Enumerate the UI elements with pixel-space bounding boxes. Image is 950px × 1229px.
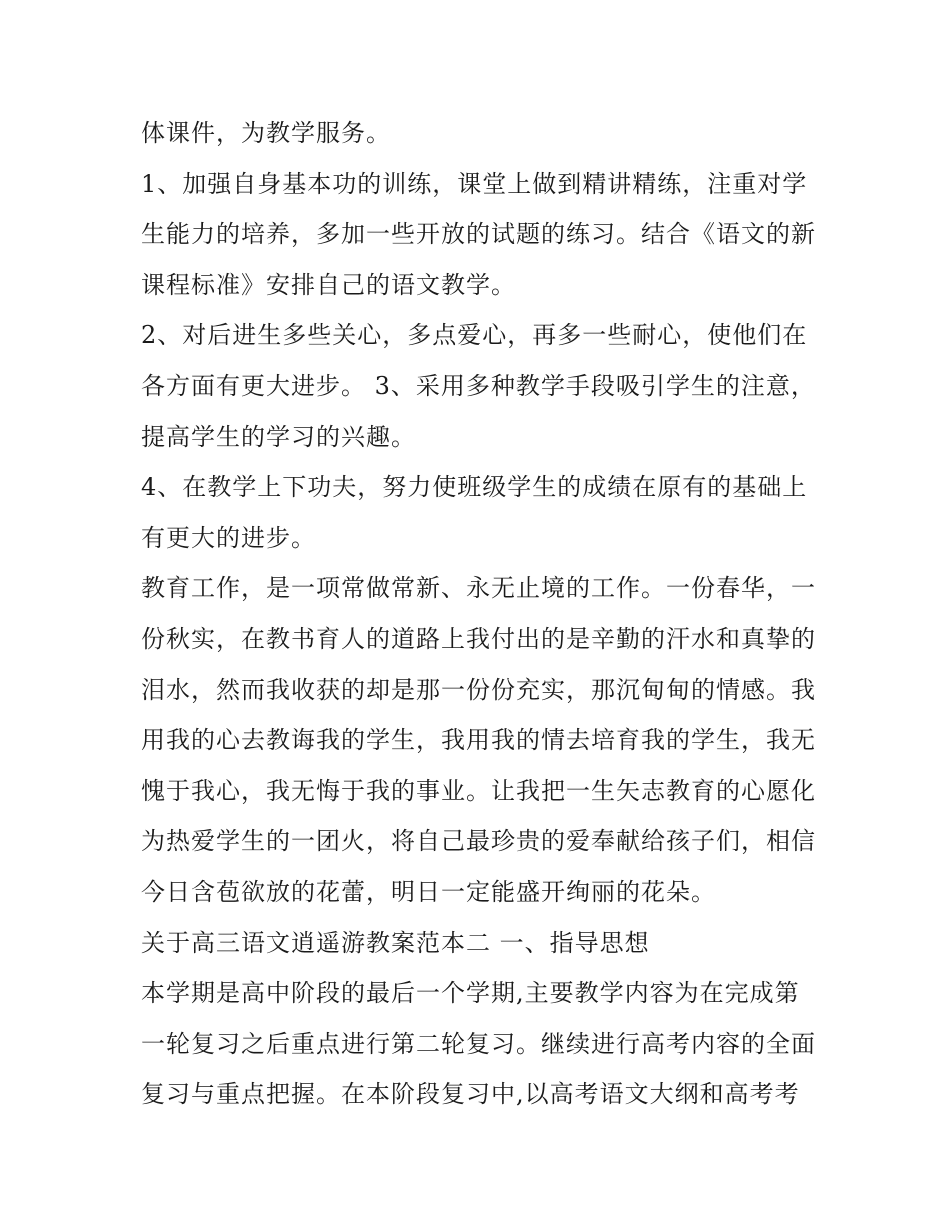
text-line: 为热爱学生的一团火，将自己最珍贵的爱奉献给孩子们，相信 [141,827,816,856]
text-line: 各方面有更大进步。 3、采用多种教学手段吸引学生的注意， [141,371,816,400]
text-line: 一轮复习之后重点进行第二轮复习。继续进行高考内容的全面 [141,1029,816,1058]
text-line: 提高学生的学习的兴趣。 [141,422,416,451]
text-line: 生能力的培养，多加一些开放的试题的练习。结合《语文的新 [141,220,816,249]
text-line: 今日含苞欲放的花蕾，明日一定能盛开绚丽的花朵。 [141,877,716,906]
text-line: 体课件，为教学服务。 [141,119,391,147]
text-line: 愧于我心，我无悔于我的事业。让我把一生矢志教育的心愿化 [141,776,816,805]
section-heading: 关于高三语文逍遥游教案范本二 一、指导思想 [141,928,650,957]
text-line: 复习与重点把握。在本阶段复习中,以高考语文大纲和高考考 [141,1080,800,1109]
text-line: 本学期是高中阶段的最后一个学期,主要教学内容为在完成第 [141,979,800,1008]
text-line: 有更大的进步。 [141,523,316,552]
text-line: 1、加强自身基本功的训练，课堂上做到精讲精练，注重对学 [141,169,808,198]
text-line: 份秋实，在教书育人的道路上我付出的是辛勤的汗水和真挚的 [141,624,816,653]
text-line: 课程标准》安排自己的语文教学。 [141,270,516,299]
text-line: 教育工作，是一项常做常新、永无止境的工作。一份春华，一 [141,574,816,603]
text-line: 泪水，然而我收获的却是那一份份充实，那沉甸甸的情感。我 [141,675,816,704]
text-line: 2、对后进生多些关心，多点爱心，再多一些耐心，使他们在 [141,321,808,350]
text-line: 4、在教学上下功夫，努力使班级学生的成绩在原有的基础上 [141,473,808,502]
document-body [141,108,821,1120]
text-line: 用我的心去教诲我的学生，我用我的情去培育我的学生，我无 [141,726,816,755]
